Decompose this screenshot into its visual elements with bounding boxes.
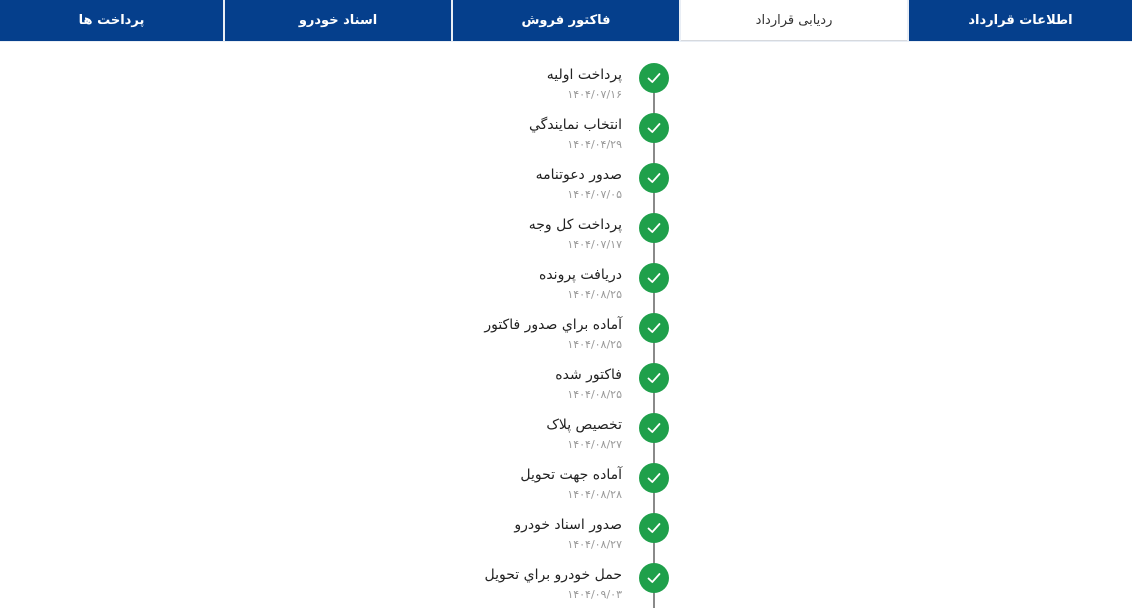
step-status-done <box>639 563 669 593</box>
step-date: ۱۴۰۴/۰۷/۰۵ <box>567 188 622 201</box>
tab-label: اطلاعات قرارداد <box>968 13 1073 28</box>
check-icon <box>646 120 662 136</box>
check-icon <box>646 170 662 186</box>
check-icon <box>646 470 662 486</box>
timeline-step <box>400 553 670 601</box>
step-date: ۱۴۰۴/۰۸/۲۷ <box>567 438 622 451</box>
step-title: انتخاب نمایندگي <box>528 117 622 133</box>
tab-label: ردیابی قرارداد <box>755 12 833 28</box>
step-status-done <box>639 463 669 493</box>
check-icon <box>646 570 662 586</box>
check-icon <box>646 320 662 336</box>
tab-label: اسناد خودرو <box>298 13 378 28</box>
check-icon <box>646 70 662 86</box>
step-status-done <box>639 213 669 243</box>
tab-label: فاکتور فروش <box>521 13 611 28</box>
step-date: ۱۴۰۴/۰۸/۲۵ <box>567 388 622 401</box>
timeline-step <box>400 253 670 301</box>
step-title: آماده براي صدور فاکتور <box>484 317 622 333</box>
step-date: ۱۴۰۴/۰۷/۱۷ <box>567 238 622 251</box>
step-date: ۱۴۰۴/۰۷/۱۶ <box>567 88 622 101</box>
step-title: دریافت پرونده <box>538 267 622 283</box>
step-status-done <box>639 163 669 193</box>
step-date: ۱۴۰۴/۰۹/۰۳ <box>567 588 622 601</box>
timeline-step <box>400 203 670 251</box>
step-status-done <box>639 313 669 343</box>
step-date: ۱۴۰۴/۰۸/۲۷ <box>567 538 622 551</box>
step-status-done <box>639 363 669 393</box>
step-date: ۱۴۰۴/۰۸/۲۵ <box>567 288 622 301</box>
timeline-step <box>400 503 670 551</box>
step-status-done <box>639 263 669 293</box>
step-title: فاکتور شده <box>555 367 622 383</box>
step-status-done <box>639 413 669 443</box>
check-icon <box>646 420 662 436</box>
tab-bar <box>0 0 1132 42</box>
timeline-step <box>400 53 670 101</box>
timeline-step <box>400 353 670 401</box>
timeline-step <box>400 403 670 451</box>
step-title: پرداخت کل وجه <box>528 217 622 233</box>
step-status-done <box>639 63 669 93</box>
step-date: ۱۴۰۴/۰۸/۲۵ <box>567 338 622 351</box>
timeline-step <box>400 453 670 501</box>
check-icon <box>646 370 662 386</box>
step-title: آماده جهت تحویل <box>520 467 622 483</box>
check-icon <box>646 270 662 286</box>
step-title: حمل خودرو براي تحویل <box>484 567 622 583</box>
step-title: صدور اسناد خودرو <box>514 517 622 533</box>
tab-sales-invoice[interactable] <box>453 0 679 41</box>
step-title: صدور دعوتنامه <box>535 167 622 183</box>
tab-label: پرداخت ها <box>78 13 145 28</box>
step-status-done <box>639 513 669 543</box>
step-date: ۱۴۰۴/۰۸/۲۸ <box>567 488 622 501</box>
tab-contract-tracking[interactable] <box>681 0 907 41</box>
timeline-step <box>400 103 670 151</box>
check-icon <box>646 220 662 236</box>
tab-vehicle-documents[interactable] <box>225 0 451 41</box>
step-title: پرداخت اولیه <box>546 67 622 83</box>
tab-payments[interactable] <box>0 0 223 41</box>
timeline-step <box>400 303 670 351</box>
step-title: تخصیص پلاک <box>546 417 622 433</box>
check-icon <box>646 520 662 536</box>
step-status-done <box>639 113 669 143</box>
timeline-step <box>400 153 670 201</box>
tab-contract-info[interactable] <box>909 0 1132 41</box>
contract-tracking-timeline <box>0 42 1132 599</box>
step-date: ۱۴۰۴/۰۴/۲۹ <box>567 138 622 151</box>
